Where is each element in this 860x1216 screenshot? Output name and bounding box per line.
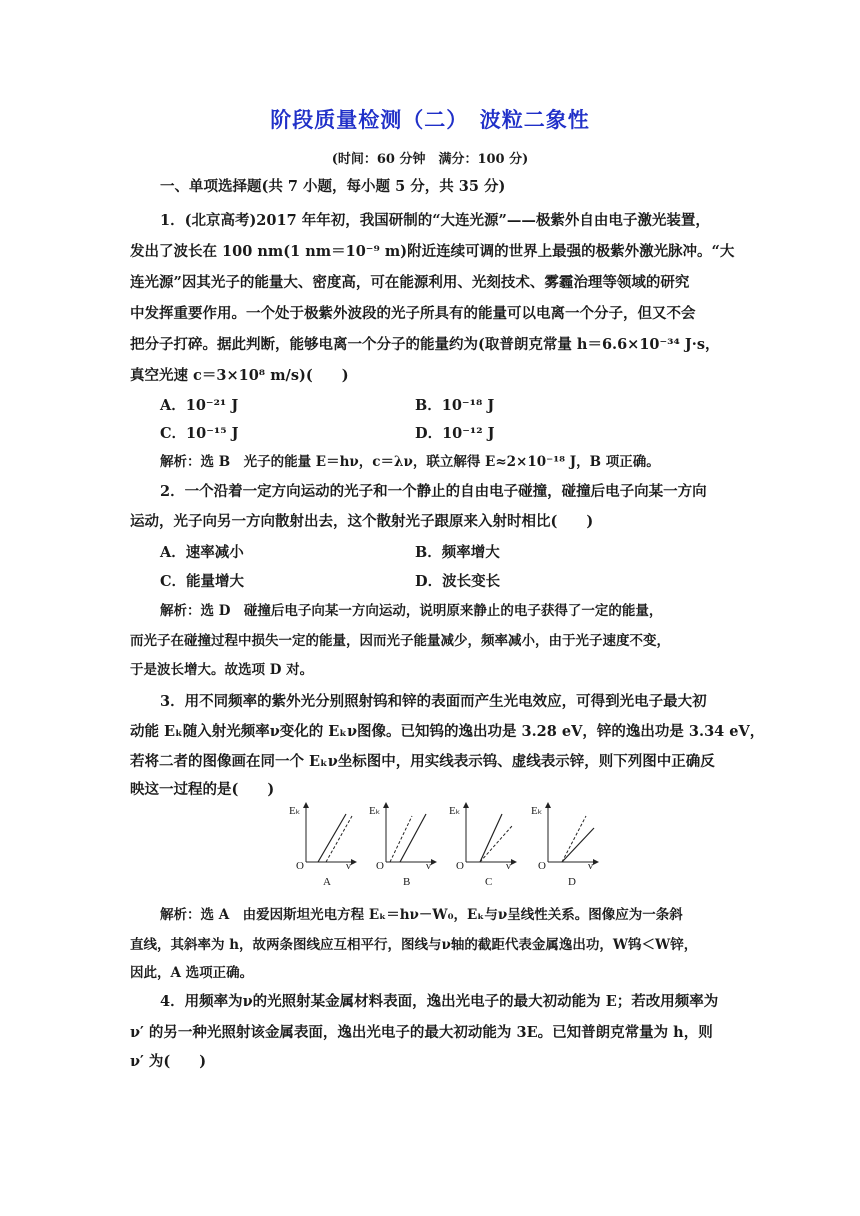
y-axis-label-c: Eₖ [449,805,461,817]
q3-analysis-line-3: 因此，A 选项正确。 [130,965,254,981]
q2-analysis-line-3: 于是波长增大。故选项 D 对。 [130,662,314,678]
origin-label-b: O [376,860,384,872]
y-axis-label-d: Eₖ [531,805,543,817]
q1-analysis: 解析：选 B 光子的能量 E＝hν，c＝λν，联立解得 E≈2×10⁻¹⁸ J，B 项正确。 [160,454,660,470]
q1-line-5: 把分子打碎。据此判断，能够电离一个分子的能量约为(取普朗克常量 h＝6.6×10⁻³⁴ J·s， [130,336,720,353]
q2-analysis-line-1: 解析：选 D 碰撞后电子向某一方向运动，说明原来静止的电子获得了一定的能量， [160,603,663,619]
q1-option-b: B．10⁻¹⁸ J [415,397,495,414]
q4-line-2: ν′ 的另一种光照射该金属表面，逸出光电子的最大初动能为 3E。已知普朗克常量为 h，则 [130,1024,713,1041]
q1-line-1: 1．(北京高考)2017 年年初，我国研制的“大连光源”——极紫外自由电子激光装置， [160,212,710,229]
y-axis-label-a: Eₖ [289,805,301,817]
section-heading: 一、单项选择题(共 7 小题，每小题 5 分，共 35 分) [160,178,506,195]
q1-line-6: 真空光速 c＝3×10⁸ m/s)( ) [130,367,349,384]
q2-line-2: 运动，光子向另一方向散射出去，这个散射光子跟原来入射时相比( ) [130,513,594,530]
q2-option-a: A．速率减小 [160,544,244,561]
q3-line-3: 若将二者的图像画在同一个 Eₖν坐标图中，用实线表示钨、虚线表示锌，则下列图中正确反 [130,753,715,770]
q1-option-d: D．10⁻¹² J [415,425,495,442]
graph-panel-d [548,805,596,862]
q1-line-3: 连光源”因其光子的能量大、密度高，可在能源利用、光刻技术、雾霾治理等领域的研究 [130,274,690,291]
q3-analysis-line-1: 解析：选 A 由爱因斯坦光电方程 Eₖ＝hν－W₀，Eₖ与ν呈线性关系。图像应为一条斜 [160,907,683,923]
page-title: 阶段质量检测（二） 波粒二象性 [270,108,590,132]
x-axis-label-d: ν [588,860,593,872]
q2-option-d: D．波长变长 [415,573,501,590]
x-axis-label-c: ν [506,860,511,872]
panel-label-c: C [485,876,493,888]
q3-line-2: 动能 Eₖ随入射光频率ν变化的 Eₖν图像。已知钨的逸出功是 3.28 eV，锌的逸出功是 3.34 eV， [130,723,765,740]
panel-label-b: B [403,876,411,888]
q3-analysis-line-2: 直线，其斜率为 h，故两条图线应互相平行，图线与ν轴的截距代表金属逸出功，W钨＜W锌， [130,937,698,953]
q2-option-b: B．频率增大 [415,544,500,561]
q2-line-1: 2．一个沿着一定方向运动的光子和一个静止的自由电子碰撞，碰撞后电子向某一方向 [160,483,707,500]
q3-line-1: 3．用不同频率的紫外光分别照射钨和锌的表面而产生光电效应，可得到光电子最大初 [160,693,707,710]
origin-label-a: O [296,860,304,872]
q3-graphs [286,800,606,870]
q1-option-c: C．10⁻¹⁵ J [160,425,239,442]
q4-line-1: 4．用频率为ν的光照射某金属材料表面，逸出光电子的最大初动能为 E；若改用频率为 [160,993,719,1010]
origin-label-d: O [538,860,546,872]
q3-line-4: 映这一过程的是( ) [130,781,275,798]
panel-label-d: D [568,876,576,888]
exam-info: (时间：60 分钟 满分：100 分) [331,152,529,167]
x-axis-label-b: ν [426,860,431,872]
q2-option-c: C．能量增大 [160,573,245,590]
q1-line-4: 中发挥重要作用。一个处于极紫外波段的光子所具有的能量可以电离一个分子，但又不会 [130,305,696,322]
q2-analysis-line-2: 而光子在碰撞过程中损失一定的能量，因而光子能量减少，频率减小，由于光子速度不变， [130,633,670,649]
graph-panel-a [306,805,354,862]
q4-line-3: ν′ 为( ) [130,1053,207,1070]
q3-figure [286,800,606,870]
graph-panel-b [386,805,434,862]
q1-line-2: 发出了波长在 100 nm(1 nm＝10⁻⁹ m)附近连续可调的世界上最强的极紫外激光脉冲。“大 [130,243,735,260]
graph-panel-c [466,805,514,862]
q1-option-a: A．10⁻²¹ J [160,397,239,414]
panel-label-a: A [323,876,331,888]
x-axis-label-a: ν [346,860,351,872]
y-axis-label-b: Eₖ [369,805,381,817]
origin-label-c: O [456,860,464,872]
